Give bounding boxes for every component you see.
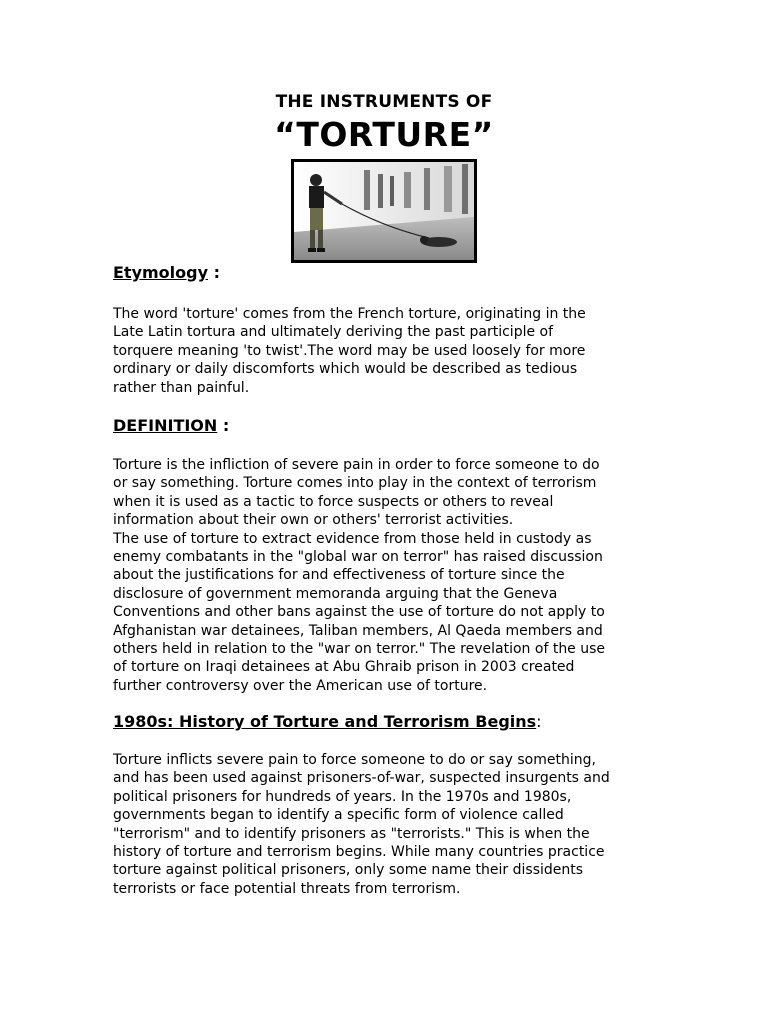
paragraph-line: when it is used as a tactic to force suspects or others to reveal [113, 493, 554, 510]
paragraph-line: of torture on Iraqi detainees at Abu Ghraib prison in 2003 created [113, 659, 575, 676]
photo-graphic [294, 162, 474, 260]
paragraph-line: and has been used against prisoners-of-war, suspected insurgents and [113, 770, 610, 787]
paragraph-line: governments began to identify a specific form of violence called [113, 807, 564, 824]
paragraph-line: Conventions and other bans against the use of torture do not apply to [113, 604, 605, 621]
paragraph-line: or say something. Torture comes into play in the context of terrorism [113, 475, 597, 492]
photo-icon [291, 159, 477, 263]
paragraph-line: political prisoners for hundreds of years. In the 1970s and 1980s, [113, 788, 572, 805]
paragraph-line: further controversy over the American use of torture. [113, 677, 488, 694]
title-line-2: “TORTURE” [274, 115, 494, 154]
section-heading-suffix: : [536, 712, 542, 731]
section-heading-suffix: : [208, 263, 220, 282]
paragraph-line: The use of torture to extract evidence from those held in custody as [113, 530, 592, 547]
paragraph-line: Torture is the infliction of severe pain in order to force someone to do [113, 457, 600, 473]
section-paragraph-history [113, 751, 673, 898]
paragraph-line: torture against political prisoners, only some name their dissidents [113, 862, 584, 879]
paragraph-line: Afghanistan war detainees, Taliban members, Al Qaeda members and [113, 622, 603, 639]
section-heading-text: DEFINITION [113, 416, 218, 435]
paragraph-line: The word 'torture' comes from the French torture, originating in the [113, 306, 586, 322]
section-heading-definition [113, 416, 229, 435]
paragraph-line: torquere meaning 'to twist'.The word may be used loosely for more [113, 342, 586, 359]
paragraph-line: history of torture and terrorism begins. While many countries practice [113, 844, 605, 861]
paragraph-line: "terrorism" and to identify prisoners as "terrorists." This is when the [113, 825, 590, 842]
section-heading-suffix: : [217, 416, 230, 435]
paragraph-line: about the justifications for and effectiveness of torture since the [113, 567, 565, 584]
section-heading-etymology [113, 263, 220, 282]
paragraph-line: disclosure of government memoranda arguing that the Geneva [113, 585, 558, 602]
paragraph-line: Late Latin tortura and ultimately deriving the past participle of [113, 324, 554, 341]
paragraph-line: enemy combatants in the "global war on terror" has raised discussion [113, 549, 603, 566]
section-heading-history [113, 712, 542, 731]
section-paragraph-etymology [113, 305, 673, 397]
paragraph-line: information about their own or others' terrorist activities. [113, 512, 514, 529]
section-heading-text: Etymology [113, 263, 209, 282]
paragraph-line: terrorists or face potential threats from terrorism. [113, 880, 461, 897]
paragraph-line: Torture inflicts severe pain to force someone to do or say something, [113, 752, 596, 768]
section-paragraph-definition [113, 456, 673, 695]
paragraph-line: rather than painful. [113, 379, 250, 396]
title-line-1: THE INSTRUMENTS OF [275, 92, 493, 112]
paragraph-line: others held in relation to the "war on terror." The revelation of the use [113, 641, 606, 658]
paragraph-line: ordinary or daily discomforts which would be described as tedious [113, 361, 578, 378]
section-heading-text: 1980s: History of Torture and Terrorism Begins [113, 712, 537, 731]
